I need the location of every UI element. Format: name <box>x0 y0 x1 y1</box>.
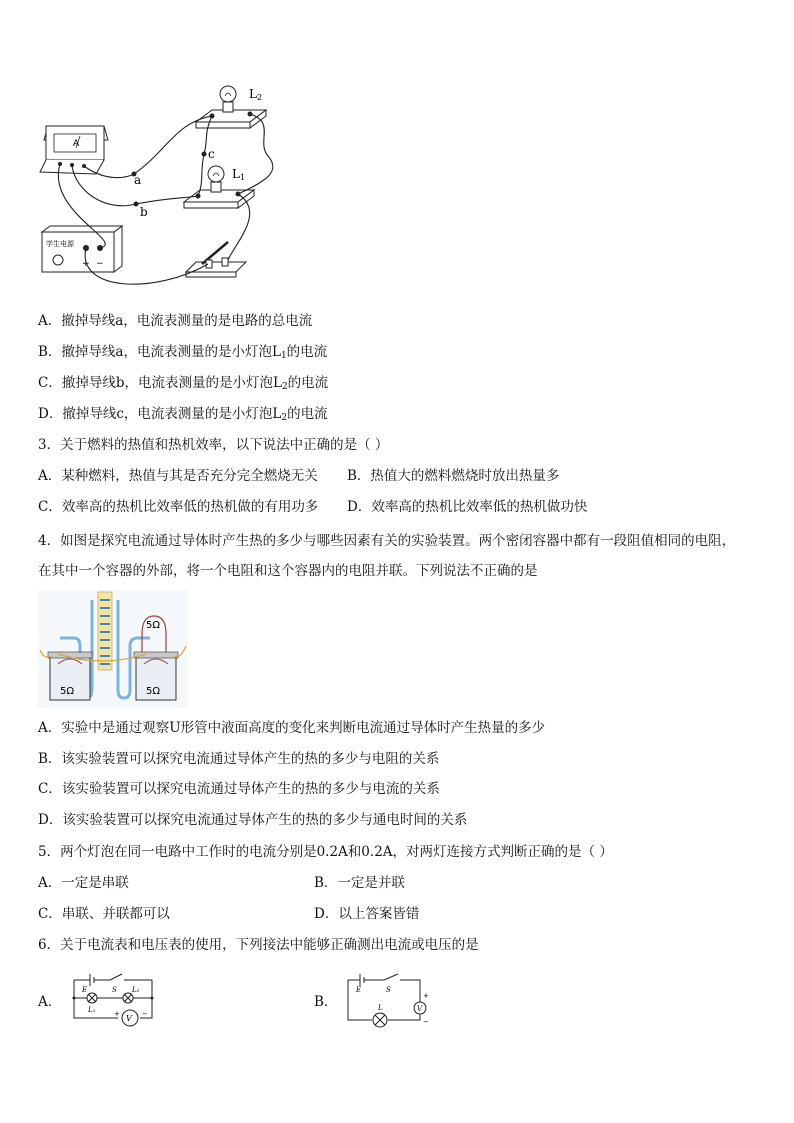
joule-heating-apparatus-figure <box>38 590 188 708</box>
svg-text:V: V <box>417 1005 423 1013</box>
ammeter-icon <box>40 126 108 174</box>
q5-option-a: A．一定是串联 <box>38 875 129 891</box>
q3-option-b: B．热值大的燃料燃烧时放出热量多 <box>347 468 560 484</box>
circuit-b-figure <box>340 966 430 1034</box>
svg-text:E: E <box>82 986 88 994</box>
svg-text:+: + <box>423 992 429 1000</box>
svg-text:L₁: L₁ <box>88 1006 96 1014</box>
q4-option-b: B．该实验装置可以探究电流通过导体产生的热的多少与电阻的关系 <box>38 751 440 767</box>
label-b: b <box>140 205 148 219</box>
svg-text:V: V <box>126 1014 132 1023</box>
q2-option-b: B．撤掉导线a，电流表测量的是小灯泡$L_1$的电流 <box>38 344 328 361</box>
q3-option-a: A．某种燃料，热值与其是否充分完全燃烧无关 <box>38 468 318 484</box>
svg-text:学生电源: 学生电源 <box>46 240 74 248</box>
q2-option-d: D．撤掉导线c，电流表测量的是小灯泡$L_2$的电流 <box>38 406 328 423</box>
q3-option-d: D．效率高的热机比效率低的热机做功快 <box>347 499 588 515</box>
q3-option-c: C．效率高的热机比效率低的热机做的有用功多 <box>38 499 319 515</box>
label-l1: L1 <box>232 167 246 182</box>
circuit-figure-q2 <box>36 82 286 300</box>
svg-text:L₂: L₂ <box>132 986 140 994</box>
svg-text:−: − <box>142 1010 148 1018</box>
q2-option-a: A．撤掉导线a，电流表测量的是电路的总电流 <box>38 313 313 329</box>
q6-stem: 6．关于电流表和电压表的使用，下列接法中能够正确测出电流或电压的是 <box>38 937 479 953</box>
label-c: c <box>208 147 215 161</box>
q4-option-a: A．实验中是通过观察U形管中液面高度的变化来判断电流通过导体时产生热量的多少 <box>38 720 546 736</box>
ammeter-letter: A <box>73 139 80 149</box>
q5-option-d: D．以上答案皆错 <box>314 906 420 922</box>
outer-resistor-label: 5Ω <box>146 620 161 631</box>
q6-option-a-label: A． <box>38 994 62 1010</box>
right-resistor-label: 5Ω <box>146 686 161 697</box>
circuit-a-figure <box>68 966 158 1034</box>
label-l2: L2 <box>249 87 263 102</box>
q5-option-b: B．一定是并联 <box>314 875 405 891</box>
svg-text:S: S <box>112 986 117 994</box>
svg-text:−: − <box>423 1018 429 1026</box>
label-a: a <box>134 173 142 187</box>
q6-option-b-label: B． <box>314 994 338 1010</box>
q4-option-d: D．该实验装置可以探究电流通过导体产生的热的多少与通电时间的关系 <box>38 812 468 828</box>
power-supply-icon <box>42 226 122 272</box>
left-resistor-label: 5Ω <box>60 686 75 697</box>
q5-stem: 5．两个灯泡在同一电路中工作时的电流分别是0.2A和0.2A，对两灯连接方式判断正确的是（ ） <box>38 844 613 860</box>
svg-text:+: + <box>114 1010 120 1018</box>
q4-stem-line1: 4．如图是探究电流通过导体时产生热的多少与哪些因素有关的实验装置。两个密闭容器中都有一段阻值相同的电阻， <box>38 533 736 549</box>
q3-stem: 3．关于燃料的热值和热机效率，以下说法中正确的是（ ） <box>38 437 389 453</box>
svg-text:L: L <box>378 1004 383 1012</box>
q5-option-c: C．串联、并联都可以 <box>38 906 170 922</box>
svg-text:−: − <box>96 259 104 269</box>
q4-option-c: C．该实验装置可以探究电流通过导体产生的热的多少与电流的关系 <box>38 781 440 797</box>
switch-icon <box>186 242 246 277</box>
svg-text:S: S <box>386 986 391 994</box>
q2-option-c: C．撤掉导线b，电流表测量的是小灯泡$L_2$的电流 <box>38 375 329 392</box>
q4-stem-line2: 在其中一个容器的外部，将一个电阻和这个容器内的电阻并联。下列说法不正确的是 <box>38 563 538 579</box>
svg-text:+: + <box>82 259 90 269</box>
svg-text:E: E <box>356 986 362 994</box>
